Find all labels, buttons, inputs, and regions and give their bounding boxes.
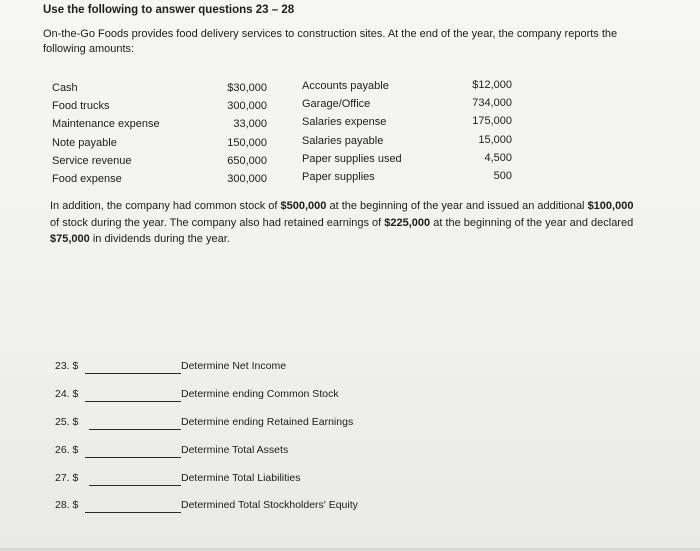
question-number: 25. $ [55, 416, 79, 428]
account-value: 150,000 [227, 136, 267, 149]
accounts-left-labels [52, 79, 160, 188]
answer-blank[interactable] [85, 457, 181, 458]
answer-blank[interactable] [85, 401, 181, 402]
accounts-right-labels [302, 77, 402, 186]
additional-text: of stock during the year. The company also had retained earnings of [50, 216, 385, 229]
account-value: 15,000 [478, 133, 512, 146]
answer-blank[interactable] [85, 373, 181, 374]
question-task: Determine ending Common Stock [181, 388, 339, 400]
question-task: Determined Total Stockholders' Equity [181, 499, 358, 511]
additional-info-paragraph [50, 198, 640, 248]
question-number: 26. $ [55, 444, 79, 456]
additional-text: In addition, the company had common stock of [50, 200, 281, 212]
account-value: 300,000 [227, 100, 267, 113]
account-label: Paper supplies used [302, 152, 402, 165]
question-number: 23. $ [55, 360, 79, 372]
answer-blank[interactable] [89, 429, 181, 430]
account-value: 734,000 [472, 97, 512, 110]
account-label: Note payable [52, 136, 117, 149]
account-value: 650,000 [227, 154, 267, 167]
question-task: Determine Total Liabilities [181, 472, 301, 484]
instructions-heading: Use the following to answer questions 23 – 28 [43, 4, 295, 16]
account-label: Accounts payable [302, 80, 389, 92]
question-task: Determine Net Income [181, 360, 287, 372]
retained-earnings-beginning: $225,000 [384, 216, 431, 229]
question-number: 28. $ [55, 499, 79, 511]
additional-text: at the beginning of the year and issued an additional [326, 200, 588, 212]
account-label: Maintenance expense [52, 118, 160, 131]
account-label: Paper supplies [302, 170, 375, 183]
additional-text: in dividends during the year. [89, 233, 230, 245]
account-value: 500 [493, 169, 512, 182]
account-label: Service revenue [52, 154, 132, 167]
dividends-declared: $75,000 [50, 233, 90, 245]
account-value: 300,000 [227, 172, 267, 185]
question-number: 27. $ [55, 472, 79, 484]
question-task: Determine ending Retained Earnings [181, 416, 354, 428]
account-value: 33,000 [233, 118, 267, 131]
answer-blank[interactable] [89, 485, 181, 486]
accounts-right-values [440, 76, 512, 185]
intro-paragraph: On-the-Go Foods provides food delivery services to construction sites. At the end of the year, the company reports the following amounts: [43, 28, 618, 55]
common-stock-beginning: $500,000 [280, 200, 327, 212]
additional-text: at the beginning of the year and declared [430, 216, 634, 229]
question-number: 24. $ [55, 388, 79, 400]
account-label: Salaries expense [302, 116, 387, 129]
account-value: 175,000 [472, 115, 512, 128]
account-label: Garage/Office [302, 98, 371, 111]
account-label: Salaries payable [302, 134, 384, 147]
account-label: Food trucks [52, 100, 110, 113]
account-value: $12,000 [472, 79, 512, 91]
answer-blank[interactable] [85, 512, 181, 513]
accounts-left-values [200, 79, 267, 188]
account-label: Cash [52, 82, 78, 94]
question-task: Determine Total Assets [181, 444, 289, 456]
stock-issued: $100,000 [587, 200, 634, 212]
account-value: $30,000 [227, 82, 267, 94]
account-value: 4,500 [484, 151, 512, 164]
account-label: Food expense [52, 172, 122, 185]
